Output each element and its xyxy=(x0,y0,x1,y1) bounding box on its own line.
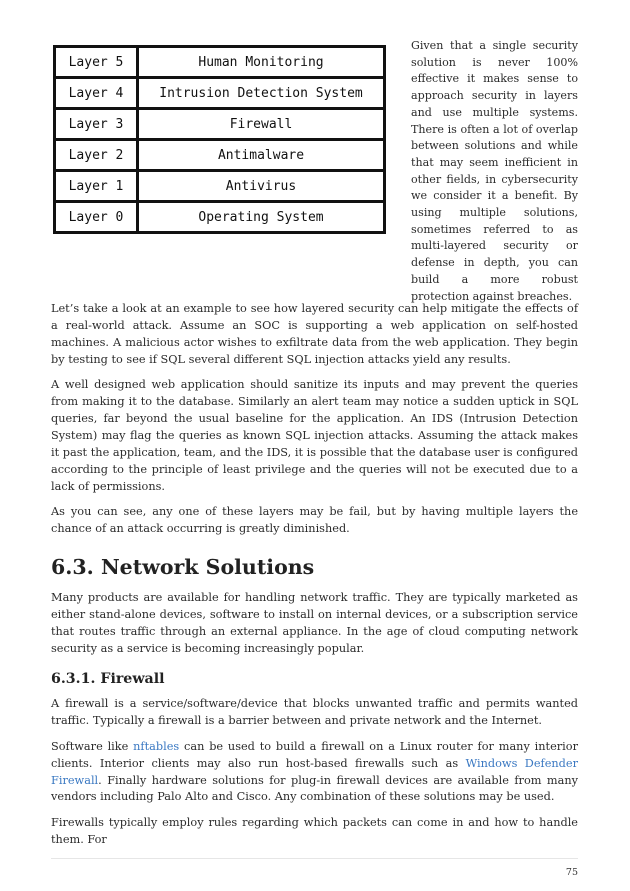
security-layers-table xyxy=(53,45,386,234)
paragraph: A well designed web application should sanitize its inputs and may prevent the queries from making it to the database. Similarly an alert team may notice a sudden uptick in SQL queries, far beyond the usual baseline for the application. An IDS (Intrusion Detection System) may flag the queries as known SQL injection attacks. Assuming the attack makes it past the application, team, and the IDS, it is possible that the database user is configured according to the principle of least privilege and the queries will not be executed due to a lack of permissions. xyxy=(51,378,578,493)
layer-label: Layer 4 xyxy=(55,78,138,109)
paragraph-text: . Finally hardware solutions for plug-in firewall devices are available from many vendors including Palo Alto and Cisco. Any combination of these solutions may be used. xyxy=(51,773,578,804)
paragraph: As you can see, any one of these layers may be fail, but by having multiple layers the chance of an attack occurring is greatly diminished. xyxy=(51,504,578,535)
paragraph: Many products are available for handling network traffic. They are typically marketed as either stand-alone devices, software to install on internal devices, or a subscription service that routes traffic through an external appliance. In the age of cloud computing network security as a service is becoming increasingly popular. xyxy=(51,590,578,655)
table-row xyxy=(55,171,385,202)
table-row xyxy=(55,78,385,109)
layer-description: Intrusion Detection System xyxy=(138,78,385,109)
paragraph xyxy=(51,739,578,807)
layer-label: Layer 0 xyxy=(55,202,138,233)
table-row xyxy=(55,109,385,140)
side-paragraph: Given that a single security solution is never 100% effective it makes sense to approach security in layers and use multiple systems. There is often a lot of overlap between solutions and while that may seem inefficient in other fields, in cybersecurity we consider it a benefit. By using multiple solutions, sometimes referred to as multi-layered security or defense in depth, you can build a more robust protection against breaches. xyxy=(411,39,578,303)
layer-description: Human Monitoring xyxy=(138,47,385,78)
table-row xyxy=(55,202,385,233)
footer-divider xyxy=(51,858,578,859)
body-text xyxy=(51,301,578,857)
section-heading: 6.3. Network Solutions xyxy=(51,554,315,579)
layer-label: Layer 2 xyxy=(55,140,138,171)
paragraph-text: Software like xyxy=(51,739,134,753)
layer-label: Layer 3 xyxy=(55,109,138,140)
layer-description: Firewall xyxy=(138,109,385,140)
page-number: 75 xyxy=(565,867,578,878)
paragraph: A firewall is a service/software/device that blocks unwanted traffic and permits wanted traffic. Typically a firewall is a barrier between and private network and the Internet. xyxy=(51,697,578,728)
layer-description: Antivirus xyxy=(138,171,385,202)
paragraph-text: can be used to build a firewall on a Linux router for many interior clients. Interior clients may also run host-based firewalls such as xyxy=(51,739,578,770)
nftables-link[interactable]: nftables xyxy=(133,739,180,753)
table-row xyxy=(55,47,385,78)
windows-defender-firewall-link[interactable]: Windows Defender Firewall xyxy=(51,756,578,787)
layer-description: Operating System xyxy=(138,202,385,233)
layer-label: Layer 1 xyxy=(55,171,138,202)
paragraph: Firewalls typically employ rules regarding which packets can come in and how to handle them. For xyxy=(51,815,578,846)
layer-description: Antimalware xyxy=(138,140,385,171)
table-row xyxy=(55,140,385,171)
layer-label: Layer 5 xyxy=(55,47,138,78)
paragraph: Let’s take a look at an example to see how layered security can help mitigate the effects of a real-world attack. Assume an SOC is supporting a web application on self-hosted machines. A malicious actor wishes to exfiltrate data from the web application. They begin by testing to see if SQL several different SQL injection attacks yield any results. xyxy=(51,302,578,366)
subsection-heading: 6.3.1. Firewall xyxy=(51,671,165,688)
